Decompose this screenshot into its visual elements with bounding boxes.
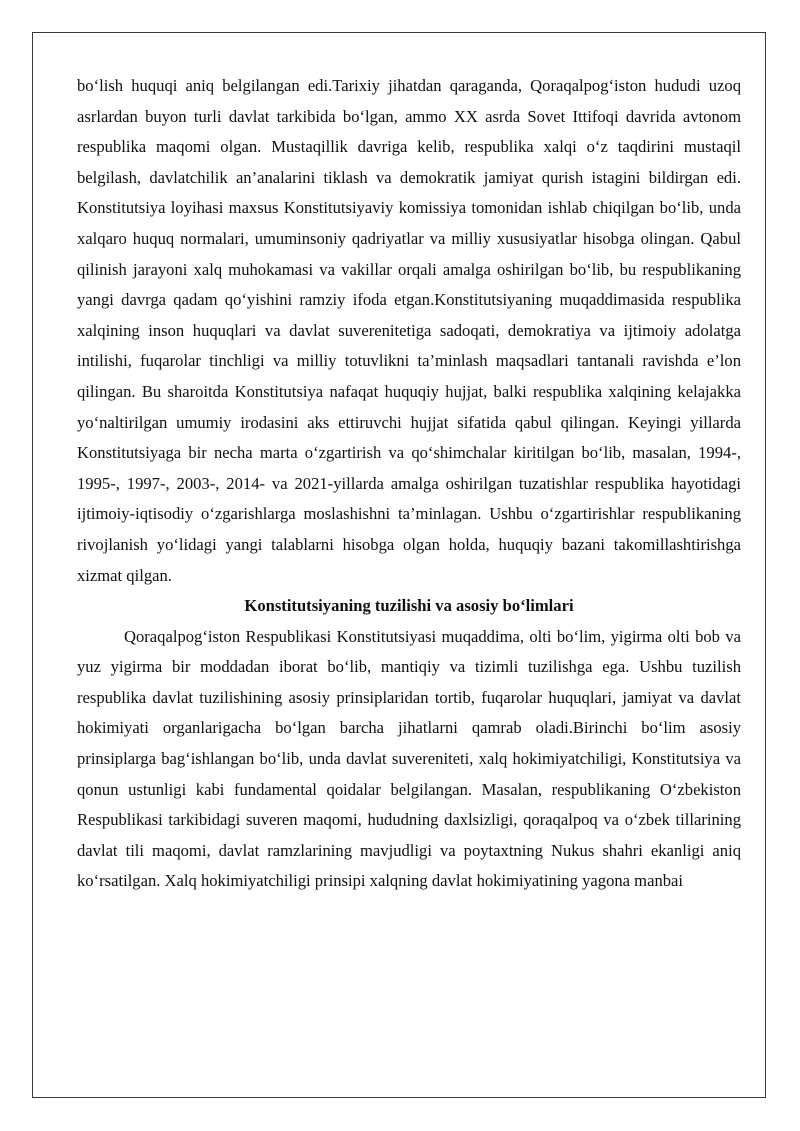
document-body [77,71,741,897]
section-heading: Konstitutsiyaning tuzilishi va asosiy bo‘limlari [244,596,574,616]
paragraph-structure: Qoraqalpog‘iston Respublikasi Konstitutsiyasi muqaddima, olti bo‘lim, yigirma olti bob va yuz yigirma bir moddadan iborat bo‘lib, mantiqiy va tizimli tuzilishga ega. Ushbu tuzilish respublika davlat tuzilishining asosiy prinsiplaridan tortib, fuqarolar huquqlari, jamiyat va davlat hokimiyati organlarigacha bo‘lgan barcha jihatlarni qamrab oladi.Birinchi bo‘lim asosiy prinsiplarga bag‘ishlangan bo‘lib, unda davlat suvereniteti, xalq hokimiyatchiligi, Konstitutsiya va qonun ustunligi kabi fundamental qoidalar belgilangan. Masalan, respublikaning O‘zbekiston Respublikasi tarkibidagi suveren maqomi, hududning daxlsizligi, qoraqalpoq va o‘zbek tillarining davlat tili maqomi, davlat ramzlarining mavjudligi va poytaxtning Nukus shahri ekanligi aniq ko‘rsatilgan. Xalq hokimiyatchiligi prinsipi xalqning davlat hokimiyatining yagona manbai [77,626,741,891]
paragraph-history-adoption: bo‘lish huquqi aniq belgilangan edi.Tarixiy jihatdan qaraganda, Qoraqalpog‘iston hududi uzoq asrlardan buyon turli davlat tarkibida bo‘lgan, ammo XX asrda Sovet Ittifoqi davrida avtonom respublika maqomi olgan. Mustaqillik davriga kelib, respublika xalqi o‘z taqdirini mustaqil belgilash, davlatchilik an’analarini tiklash va demokratik jamiyat qurish istagini bildirgan edi. Konstitutsiya loyihasi maxsus Konstitutsiyaviy komissiya tomonidan ishlab chiqilgan bo‘lib, unda xalqaro huquq normalari, umuminsoniy qadriyatlar va milliy xususiyatlar hisobga olingan. Qabul qilinish jarayoni xalq muhokamasi va vakillar orqali amalga oshirilgan bo‘lib, bu respublikaning yangi davrga qadam qo‘yishini ramziy ifoda etgan.Konstitutsiyaning muqaddimasida respublika xalqining inson huquqlari va davlat suverenitetiga sadoqati, demokratiya va ijtimoiy adolatga intilishi, fuqarolar tinchligi va milliy totuvlikni ta’minlash maqsadlari tantanali ravishda e’lon qilingan. Bu sharoitda Konstitutsiya nafaqat huquqiy hujjat, balki respublika xalqining kelajakka yo‘naltirilgan umumiy irodasini aks ettiruvchi hujjat sifatida qabul qilingan. Keyingi yillarda Konstitutsiyaga bir necha marta o‘zgartirish va qo‘shimchalar kiritilgan bo‘lib, masalan, 1994-, 1995-, 1997-, 2003-, 2014- va 2021-yillarda amalga oshirilgan tuzatishlar respublika hayotidagi ijtimoiy-iqtisodiy o‘zgarishlarga moslashishni ta’minlagan. Ushbu o‘zgartirishlar respublikaning rivojlanish yo‘lidagi yangi talablarni hisobga olgan holda, huquqiy bazani takomillashtirishga xizmat qilgan. [77,76,741,585]
